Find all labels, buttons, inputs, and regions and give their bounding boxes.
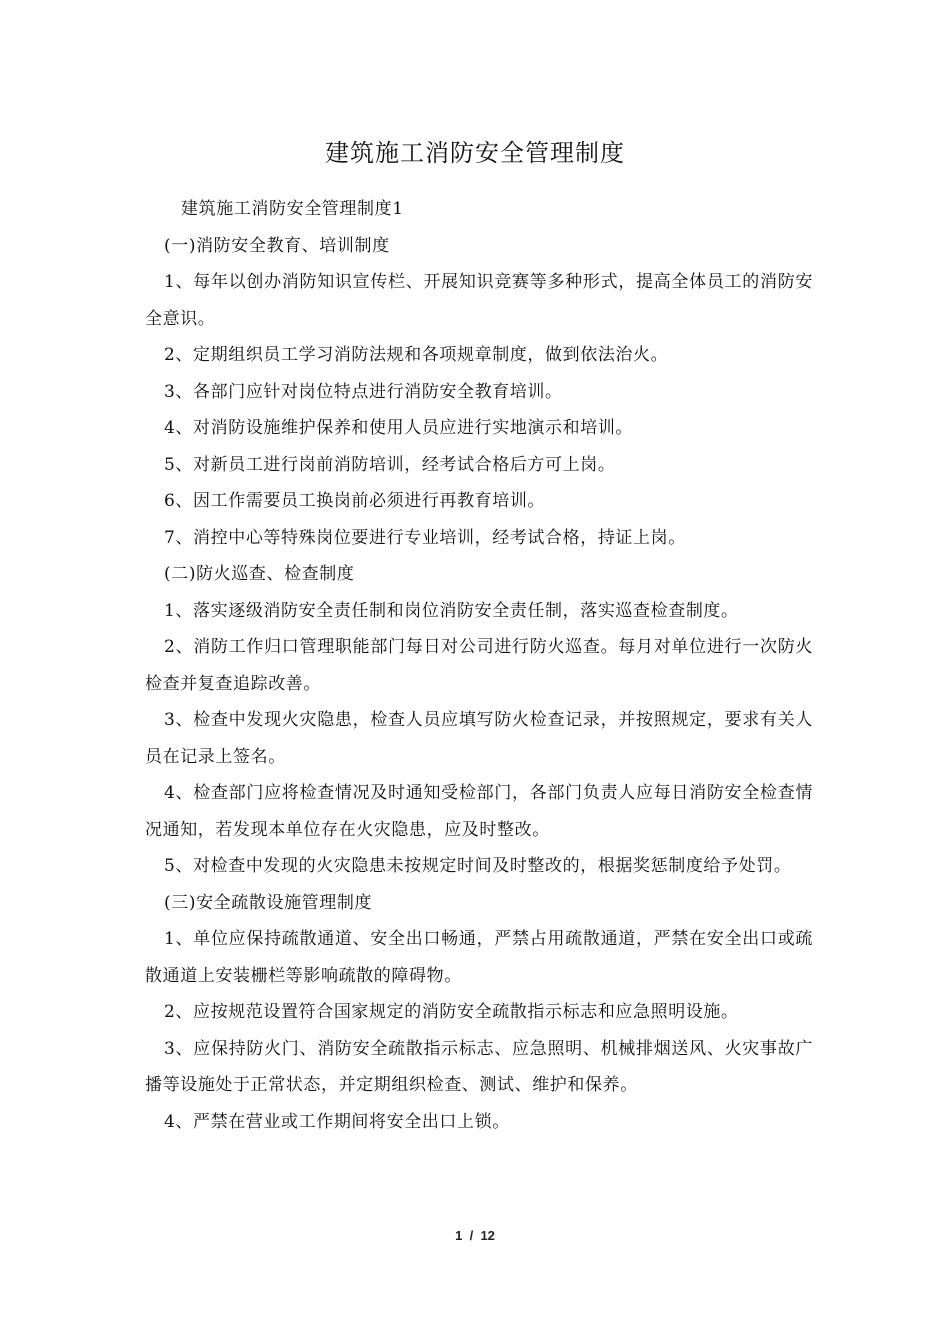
paragraph: 6、因工作需要员工换岗前必须进行再教育培训。 xyxy=(164,491,546,511)
paragraph: 4、对消防设施维护保养和使用人员应进行实地演示和培训。 xyxy=(164,418,634,438)
current-page: 1 xyxy=(455,1228,463,1243)
paragraph: 1、落实逐级消防安全责任制和岗位消防安全责任制，落实巡查检查制度。 xyxy=(164,600,739,621)
document-title: 建筑施工消防安全管理制度 xyxy=(325,139,625,167)
paragraph: 7、消控中心等特殊岗位要进行专业培训，经考试合格，持证上岗。 xyxy=(164,527,686,548)
paragraph: 1、每年以创办消防知识宣传栏、开展知识竞赛等多种形式，提高全体员工的消防安全意识。 xyxy=(145,272,813,329)
paragraph: 1、单位应保持疏散通道、安全出口畅通，严禁占用疏散通道，严禁在安全出口或疏散通道上安装栅栏等影响疏散的障碍物。 xyxy=(145,929,813,986)
paragraph: 3、应保持防火门、消防安全疏散指示标志、应急照明、机械排烟送风、火灾事故广播等设施处于正常状态，并定期组织检查、测试、维护和保养。 xyxy=(145,1038,813,1095)
paragraph: 4、检查部门应将检查情况及时通知受检部门，各部门负责人应每日消防安全检查情况通知，若发现本单位存在火灾隐患，应及时整改。 xyxy=(145,783,813,840)
paragraph: 2、消防工作归口管理职能部门每日对公司进行防火巡查。每月对单位进行一次防火检查并复查追踪改善。 xyxy=(145,637,813,694)
paragraph: 5、对新员工进行岗前消防培训，经考试合格后方可上岗。 xyxy=(164,454,616,475)
paragraph: 2、定期组织员工学习消防法规和各项规章制度，做到依法治火。 xyxy=(164,345,669,365)
page-separator xyxy=(466,1228,477,1243)
page-number xyxy=(0,1228,950,1243)
separator-glyph: / xyxy=(469,1228,474,1243)
document-body xyxy=(145,191,813,1140)
paragraph: 4、严禁在营业或工作期间将安全出口上锁。 xyxy=(164,1111,510,1132)
section-subtitle: 建筑施工消防安全管理制度1 xyxy=(181,199,404,219)
paragraph: 5、对检查中发现的火灾隐患未按规定时间及时整改的，根据奖惩制度给予处罚。 xyxy=(164,856,792,876)
paragraph: (一)消防安全教育、培训制度 xyxy=(164,235,390,256)
paragraph: 2、应按规范设置符合国家规定的消防安全疏散指示标志和应急照明设施。 xyxy=(164,1002,739,1022)
paragraph: 3、各部门应针对岗位特点进行消防安全教育培训。 xyxy=(164,381,563,402)
paragraph: (三)安全疏散设施管理制度 xyxy=(164,892,373,913)
paragraph: 3、检查中发现火灾隐患，检查人员应填写防火检查记录，并按照规定，要求有关人员在记录上签名。 xyxy=(145,710,813,767)
total-pages: 12 xyxy=(480,1228,495,1243)
paragraph: (二)防火巡查、检查制度 xyxy=(164,564,355,584)
